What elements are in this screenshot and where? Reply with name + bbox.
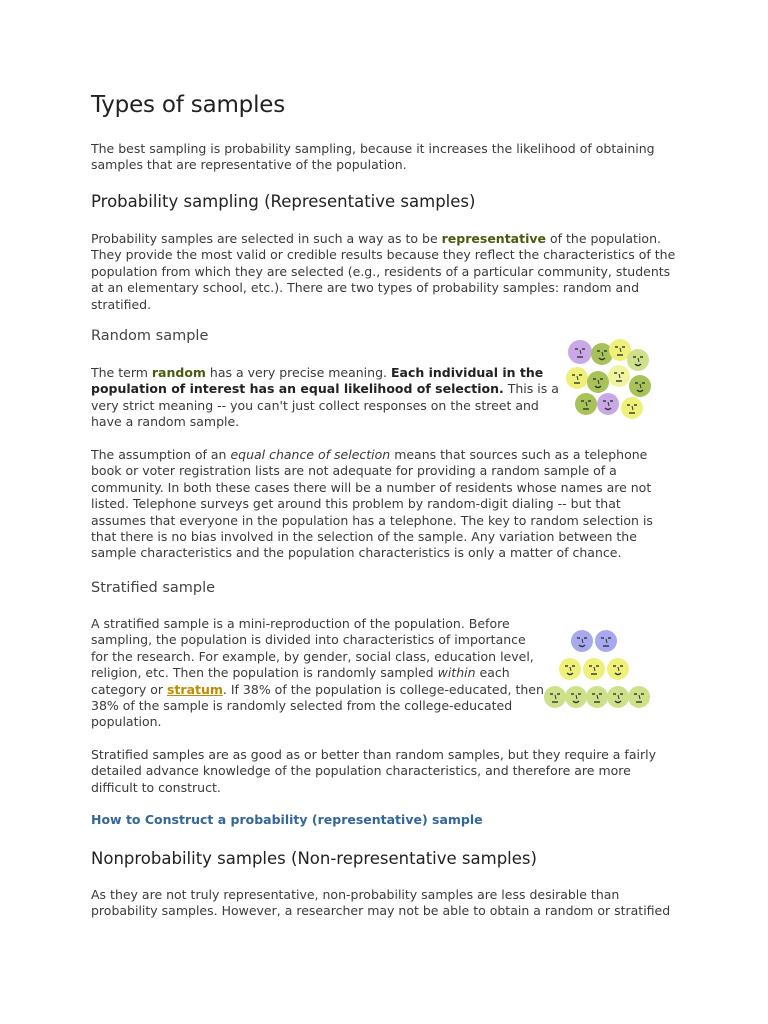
stratified-pyramid-illustration	[540, 627, 655, 717]
nonprobability-paragraph: As they are not truly representative, non-probability samples are less desirable than probability samples. However, a researcher may not be able to obtain a random or stratified	[91, 887, 671, 919]
construct-sample-link[interactable]: How to Construct a probability (representative) sample	[91, 812, 483, 827]
face-icon	[608, 365, 630, 387]
face-icon	[565, 686, 587, 708]
face-icon	[583, 658, 605, 680]
random-heading: Random sample	[91, 328, 209, 344]
random-crowd-illustration	[562, 334, 657, 422]
probability-heading: Probability sampling (Representative samples)	[91, 192, 476, 211]
face-icon	[571, 630, 593, 652]
face-icon	[559, 658, 581, 680]
random-paragraph-2: The assumption of an equal chance of selection means that sources such as a telephone book or voter registration lists are not adequate for providing a random sample of a community. In both these cases there will be a number of residents whose names are not listed. Telephone surveys get around this problem by random-digit dialing -- but that assumes that everyone in the population has a telephone. The key to random selection is that there is no bias involved in the selection of the sample. Any variation between the sample characteristics and the population characteristics is only a matter of chance.	[91, 447, 653, 561]
face-icon	[597, 393, 619, 415]
face-icon	[587, 371, 609, 393]
face-icon	[627, 349, 649, 371]
stratified-paragraph-2: Stratified samples are as good as or better than random samples, but they require a fairly detailed advance knowledge of the population characteristics, and therefore are more difficult to construct.	[91, 747, 656, 795]
face-icon	[607, 658, 629, 680]
nonprobability-heading: Nonprobability samples (Non-representative samples)	[91, 849, 537, 868]
face-icon	[566, 367, 588, 389]
page-title: Types of samples	[91, 92, 286, 118]
face-icon	[621, 397, 643, 419]
face-icon	[595, 630, 617, 652]
face-icon	[629, 375, 651, 397]
face-icon	[544, 686, 566, 708]
probability-paragraph: Probability samples are selected in such a way as to be representative of the population. They provide the most valid or credible results because they reflect the characteristics of the population from which they are selected (e.g., residents of a particular community, students at an elementary school, etc.). There are two types of probability samples: random and stratified.	[91, 231, 676, 312]
stratified-heading: Stratified sample	[91, 580, 216, 596]
stratified-paragraph-1: A stratified sample is a mini-reproduction of the population. Before sampling, the population is divided into characteristics of importance for the research. For example, by gender, social class, education level, religion, etc. Then the population is randomly sampled within each category or stratum. If 38% of the population is college-educated, then 38% of the sample is randomly selected from the college-educated population.	[91, 616, 544, 730]
keyword-random: random	[151, 365, 206, 380]
random-paragraph-1: The term random has a very precise meaning. Each individual in the population of interest has an equal likelihood of selection. This is a very strict meaning -- you can't just collect responses on the street and have a random sample.	[91, 365, 559, 430]
face-icon	[568, 340, 592, 364]
face-icon	[607, 686, 629, 708]
keyword-representative: representative	[441, 231, 546, 246]
face-icon	[575, 393, 597, 415]
intro-paragraph: The best sampling is probability sampling, because it increases the likelihood of obtaining samples that are representative of the population.	[91, 141, 655, 173]
stratum-link[interactable]: stratum	[166, 681, 223, 697]
face-icon	[628, 686, 650, 708]
face-icon	[586, 686, 608, 708]
